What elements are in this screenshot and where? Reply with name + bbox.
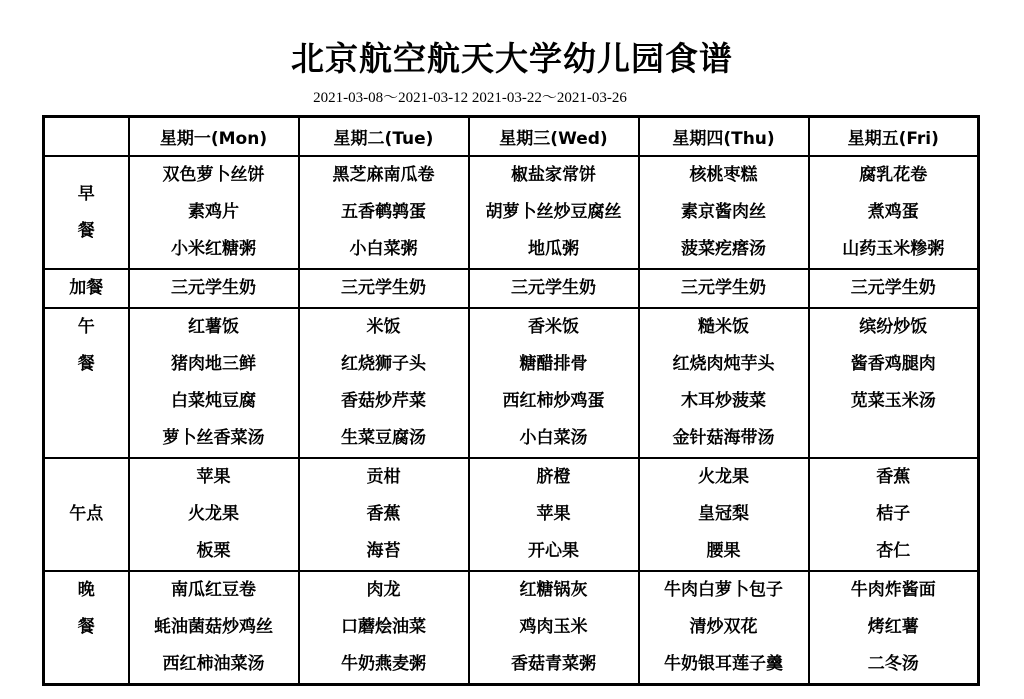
dish-item: 烤红薯 bbox=[867, 617, 919, 637]
dish-item: 三元学生奶 bbox=[341, 278, 426, 298]
dish-item: 香蕉 bbox=[876, 467, 911, 487]
menu-cell bbox=[129, 156, 299, 269]
dish-item: 红糖锅灰 bbox=[519, 580, 588, 600]
menu-cell bbox=[809, 156, 979, 269]
dish-item: 牛奶燕麦粥 bbox=[341, 654, 426, 674]
dish-item: 牛肉炸酱面 bbox=[850, 580, 936, 600]
meal-label-line bbox=[45, 646, 128, 683]
meal-label bbox=[44, 308, 129, 458]
dish-item: 生菜豆腐汤 bbox=[341, 428, 426, 448]
dish-item: 地瓜粥 bbox=[528, 239, 579, 259]
menu-cell bbox=[809, 571, 979, 685]
dish-item: 火龙果 bbox=[188, 504, 239, 524]
meal-row bbox=[44, 156, 979, 269]
dish-item: 牛奶银耳莲子羹 bbox=[664, 654, 783, 674]
day-header: 星期二(Tue) bbox=[299, 117, 469, 157]
dish-item: 海苔 bbox=[366, 541, 401, 561]
meal-label-line: 早 bbox=[77, 183, 95, 204]
dish-item: 糖醋排骨 bbox=[519, 354, 588, 374]
menu-cell bbox=[299, 269, 469, 308]
menu-cell bbox=[129, 269, 299, 308]
dish-item: 香菇炒芹菜 bbox=[341, 391, 426, 411]
dish-item: 鸡肉玉米 bbox=[519, 617, 588, 637]
meal-row bbox=[44, 571, 979, 685]
meal-label bbox=[44, 269, 129, 308]
dish-item: 素鸡片 bbox=[188, 202, 239, 222]
menu-cell bbox=[809, 269, 979, 308]
dish-item: 牛肉白萝卜包子 bbox=[664, 580, 783, 600]
dish-item: 香菇青菜粥 bbox=[511, 654, 596, 674]
menu-cell bbox=[129, 571, 299, 685]
dish-item: 皇冠梨 bbox=[698, 504, 749, 524]
dish-item: 板栗 bbox=[196, 541, 231, 561]
meal-row bbox=[44, 458, 979, 571]
meal-label-line: 加餐 bbox=[69, 278, 104, 298]
dish-item: 红烧肉炖芋头 bbox=[672, 354, 775, 374]
menu-cell bbox=[299, 156, 469, 269]
dish-item: 红烧狮子头 bbox=[341, 354, 426, 374]
menu-cell bbox=[299, 458, 469, 571]
dish-item: 黑芝麻南瓜卷 bbox=[332, 165, 435, 185]
dish-item: 杏仁 bbox=[876, 541, 911, 561]
day-header: 星期四(Thu) bbox=[639, 117, 809, 157]
meal-label-line bbox=[45, 383, 128, 420]
day-header: 星期五(Fri) bbox=[809, 117, 979, 157]
dish-item: 三元学生奶 bbox=[850, 278, 936, 298]
header-row bbox=[44, 117, 979, 157]
meal-label-line: 餐 bbox=[77, 617, 95, 637]
menu-cell bbox=[469, 571, 639, 685]
menu-cell bbox=[639, 458, 809, 571]
dish-item: 椒盐家常饼 bbox=[511, 165, 596, 185]
menu-cell bbox=[299, 571, 469, 685]
dish-item: 香蕉 bbox=[366, 504, 401, 524]
menu-body bbox=[44, 156, 979, 685]
dish-item: 白菜炖豆腐 bbox=[171, 391, 256, 411]
dish-item: 胡萝卜丝炒豆腐丝 bbox=[485, 202, 622, 222]
dish-item: 猪肉地三鲜 bbox=[171, 354, 256, 374]
dish-item: 二冬汤 bbox=[867, 654, 919, 674]
menu-cell bbox=[469, 458, 639, 571]
meal-label-line bbox=[45, 420, 128, 457]
dish-item: 双色萝卜丝饼 bbox=[162, 165, 265, 185]
dish-item: 山药玉米糁粥 bbox=[842, 239, 945, 259]
meal-label-line: 餐 bbox=[77, 220, 95, 241]
menu-cell bbox=[299, 308, 469, 458]
menu-table bbox=[42, 115, 980, 686]
dish-item: 腐乳花卷 bbox=[859, 165, 928, 185]
dish-item: 腰果 bbox=[706, 541, 741, 561]
day-header: 星期一(Mon) bbox=[129, 117, 299, 157]
dish-item: 三元学生奶 bbox=[171, 278, 256, 298]
dish-item: 糙米饭 bbox=[698, 317, 749, 337]
dish-item: 苹果 bbox=[536, 504, 571, 524]
menu-cell bbox=[809, 458, 979, 571]
dish-item: 脐橙 bbox=[536, 467, 571, 487]
dish-item: 缤纷炒饭 bbox=[859, 317, 928, 337]
meal-label-line: 午点 bbox=[69, 504, 104, 524]
menu-cell bbox=[469, 269, 639, 308]
meal-row bbox=[44, 308, 979, 458]
dish-item: 菠菜疙瘩汤 bbox=[681, 239, 766, 259]
dish-item: 南瓜红豆卷 bbox=[171, 580, 256, 600]
dish-item bbox=[810, 420, 978, 457]
menu-cell bbox=[129, 458, 299, 571]
dish-item: 火龙果 bbox=[698, 467, 749, 487]
dish-item: 萝卜丝香菜汤 bbox=[162, 428, 265, 448]
dish-item: 木耳炒菠菜 bbox=[681, 391, 766, 411]
meal-label bbox=[44, 571, 129, 685]
meal-label bbox=[44, 458, 129, 571]
meal-label-line bbox=[45, 533, 128, 570]
dish-item: 米饭 bbox=[366, 317, 401, 337]
dish-item: 三元学生奶 bbox=[511, 278, 596, 298]
menu-cell bbox=[469, 308, 639, 458]
menu-cell bbox=[639, 308, 809, 458]
meal-row bbox=[44, 269, 979, 308]
date-range: 2021-03-08～2021-03-12 2021-03-22～2021-03-26 bbox=[313, 90, 627, 106]
dish-item: 桔子 bbox=[876, 504, 911, 524]
dish-item: 肉龙 bbox=[366, 580, 401, 600]
dish-item: 金针菇海带汤 bbox=[672, 428, 775, 448]
dish-item: 西红柿油菜汤 bbox=[162, 654, 265, 674]
menu-cell bbox=[639, 269, 809, 308]
page-title: 北京航空航天大学幼儿园食谱 bbox=[291, 39, 733, 78]
dish-item: 核桃枣糕 bbox=[689, 165, 758, 185]
meal-label bbox=[44, 156, 129, 269]
dish-item: 小白菜汤 bbox=[519, 428, 588, 448]
corner-cell bbox=[44, 117, 129, 157]
dish-item: 五香鹌鹑蛋 bbox=[341, 202, 426, 222]
dish-item: 酱香鸡腿肉 bbox=[850, 354, 936, 374]
menu-cell bbox=[809, 308, 979, 458]
dish-item: 三元学生奶 bbox=[681, 278, 766, 298]
menu-cell bbox=[639, 571, 809, 685]
dish-item: 贡柑 bbox=[366, 467, 401, 487]
dish-item: 素京酱肉丝 bbox=[681, 202, 766, 222]
meal-label-line: 餐 bbox=[77, 354, 95, 374]
menu-cell bbox=[129, 308, 299, 458]
dish-item: 苋菜玉米汤 bbox=[850, 391, 936, 411]
dish-item: 红薯饭 bbox=[188, 317, 239, 337]
dish-item: 清炒双花 bbox=[689, 617, 758, 637]
meal-label-line: 晚 bbox=[77, 580, 95, 600]
dish-item: 香米饭 bbox=[528, 317, 579, 337]
menu-cell bbox=[469, 156, 639, 269]
dish-item: 蚝油菌菇炒鸡丝 bbox=[154, 617, 273, 637]
dish-item: 小米红糖粥 bbox=[171, 239, 256, 259]
dish-item: 开心果 bbox=[528, 541, 579, 561]
meal-label-line bbox=[45, 459, 128, 496]
day-header: 星期三(Wed) bbox=[469, 117, 639, 157]
menu-cell bbox=[639, 156, 809, 269]
dish-item: 苹果 bbox=[196, 467, 231, 487]
dish-item: 小白菜粥 bbox=[349, 239, 418, 259]
dish-item: 煮鸡蛋 bbox=[867, 202, 919, 222]
dish-item: 口蘑烩油菜 bbox=[341, 617, 426, 637]
meal-label-line: 午 bbox=[77, 317, 95, 337]
dish-item: 西红柿炒鸡蛋 bbox=[502, 391, 605, 411]
